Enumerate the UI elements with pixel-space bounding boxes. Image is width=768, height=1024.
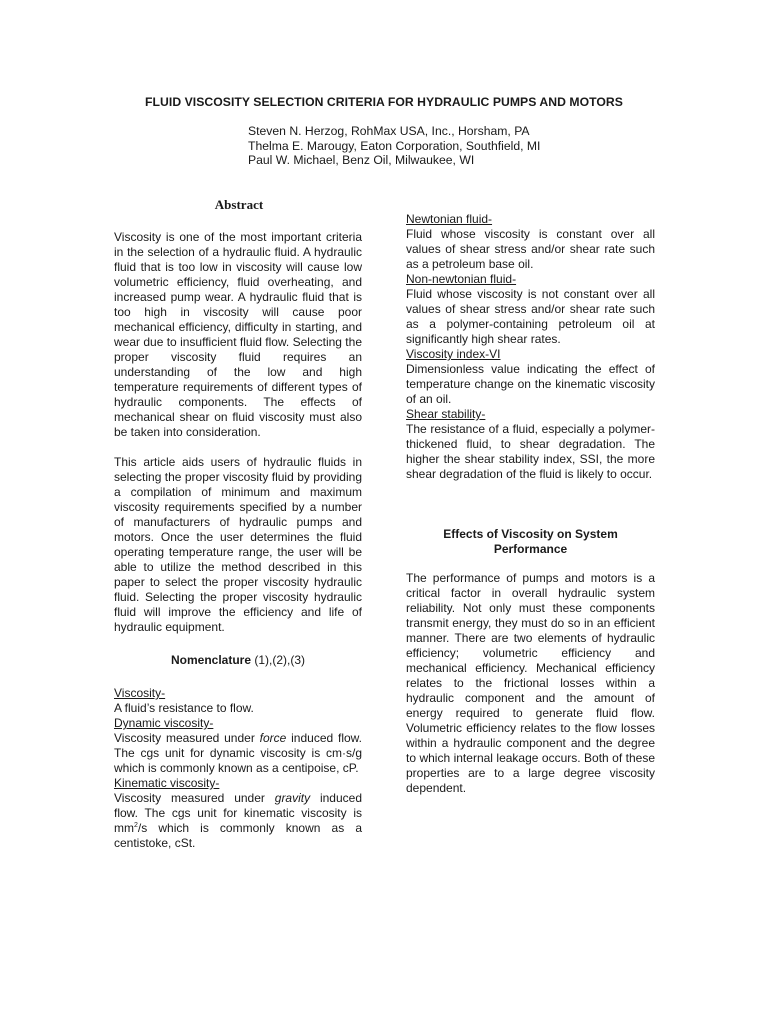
- nomenclature-title: Nomenclature: [170, 653, 252, 667]
- nomenclature-entry: [114, 686, 362, 716]
- author-line: Thelma E. Marougy, Eaton Corporation, Southfield, MI: [248, 138, 541, 153]
- nomenclature-entry: [114, 776, 362, 851]
- left-column: [114, 197, 362, 851]
- emphasis: force: [259, 731, 287, 745]
- effects-heading: Effects of Viscosity on System Performance: [443, 527, 618, 556]
- term-kinematic-viscosity: Kinematic viscosity-: [114, 776, 220, 790]
- definition: Fluid whose viscosity is constant over all values of shear stress and/or shear rate such as a petroleum base oil.: [406, 227, 655, 271]
- definition: Dimensionless value indicating the effect of temperature change on the kinematic viscosity of an oil.: [406, 362, 655, 406]
- nomenclature-entry: [406, 212, 655, 272]
- nomenclature-heading: [114, 653, 362, 668]
- definition: Viscosity measured under gravity induced flow. The cgs unit for kinematic viscosity is $mm^2/s$ which is commonly known as a centistoke, cSt.: [114, 791, 363, 850]
- term-newtonian-fluid: Newtonian fluid-: [406, 212, 493, 226]
- term-viscosity: Viscosity-: [114, 686, 166, 700]
- abstract-paragraph: This article aids users of hydraulic fluids in selecting the proper viscosity fluid by providing a compilation of minimum and maximum viscosity requirements specified by a number of manufacturers of hydraulic pumps and motors. Once the user determines the fluid operating temperature range, the user will be able to utilize the method described in this paper to select the proper viscosity hydraulic fluid. Selecting the proper viscosity hydraulic fluid will improve the efficiency and life of hydraulic equipment.: [114, 455, 362, 634]
- abstract-paragraph: Viscosity is one of the most important criteria in the selection of a hydraulic fluid. A hydraulic fluid that is too low in viscosity will cause low volumetric efficiency, fluid overheating, and increased pump wear. A hydraulic fluid that is too high in viscosity will cause poor mechanical efficiency, difficulty in starting, and wear due to insufficient fluid flow. Selecting the proper viscosity fluid requires an understanding of the low and high temperature requirements of different types of hydraulic components. The effects of mechanical shear on fluid viscosity must also be taken into consideration.: [114, 230, 362, 439]
- definition: The resistance of a fluid, especially a polymer-thickened fluid, to shear degradation. The higher the shear stability index, SSI, the more shear degradation of the fluid is likely to occur.: [406, 422, 655, 481]
- definition: A fluid’s resistance to flow.: [114, 701, 254, 715]
- nomenclature-entry: [406, 272, 655, 347]
- effects-paragraph: The performance of pumps and motors is a critical factor in overall hydraulic system reliability. Not only must these components transmit energy, they must do so in an efficient manner. There are two elements of hydraulic efficiency; volumetric efficiency and mechanical efficiency. Mechanical efficiency relates to the frictional losses within a hydraulic component and the amount of energy required to generate fluid flow. Volumetric efficiency relates to the flow losses within a hydraulic component and the degree to which internal leakage occurs. Both of these properties are to a large degree viscosity dependent.: [406, 571, 655, 795]
- nomenclature-entry: [406, 347, 655, 407]
- author-line: Paul W. Michael, Benz Oil, Milwaukee, WI: [248, 153, 475, 168]
- superscript: 2: [134, 822, 138, 829]
- right-column: [406, 212, 655, 811]
- definition: Fluid whose viscosity is not constant over all values of shear stress and/or shear rate such as a polymer-containing petroleum oil at significantly high shear rates.: [406, 287, 655, 346]
- paper-title: FLUID VISCOSITY SELECTION CRITERIA FOR HYDRAULIC PUMPS AND MOTORS: [145, 95, 623, 109]
- term-non-newtonian-fluid: Non-newtonian fluid-: [406, 272, 517, 286]
- definition: Viscosity measured under force induced flow. The cgs unit for dynamic viscosity is cm·s/g which is commonly known as a centipoise, cP.: [114, 731, 363, 775]
- emphasis: gravity: [274, 791, 311, 805]
- nomenclature-entry: [114, 716, 362, 776]
- term-dynamic-viscosity: Dynamic viscosity-: [114, 716, 214, 730]
- nomenclature-entry: [406, 407, 655, 482]
- author-line: Steven N. Herzog, RohMax USA, Inc., Horsham, PA: [248, 124, 530, 138]
- term-shear-stability: Shear stability-: [406, 407, 486, 421]
- author-list: [248, 124, 540, 168]
- nomenclature-refs: (1),(2),(3): [251, 653, 306, 667]
- abstract-heading: Abstract: [214, 197, 264, 212]
- term-viscosity-index: Viscosity index-VI: [406, 347, 501, 361]
